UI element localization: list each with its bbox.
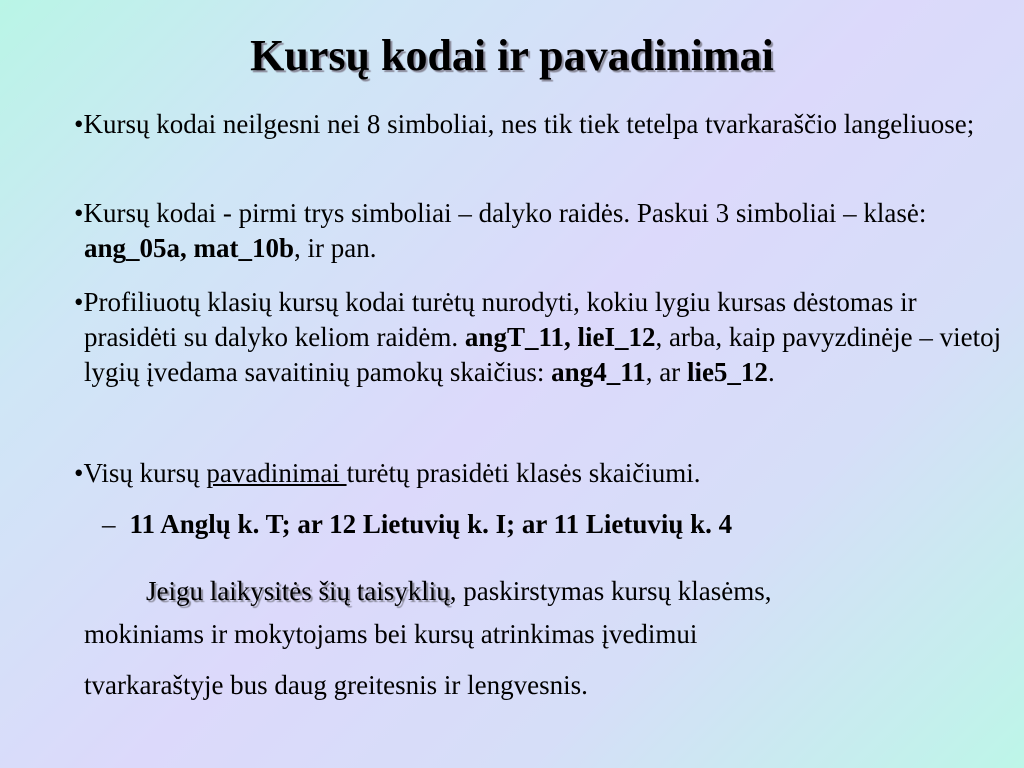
closing-line-3: tvarkaraštyje bus daug greitesnis ir lengvesnis.: [84, 670, 588, 700]
bullet-text: Kursų kodai - pirmi trys simboliai – dalyko raidės. Paskui 3 simboliai – klasė:: [83, 198, 927, 228]
bullet-marker: •: [74, 458, 84, 488]
code-example: ang_05a, mat_10b: [84, 233, 295, 263]
bullet-text: .: [767, 357, 775, 387]
bullet-marker: •: [74, 109, 84, 139]
code-example: ang4_11: [551, 357, 646, 387]
bullet-marker: •: [74, 287, 84, 317]
bullet-course-code-structure: [74, 196, 1004, 266]
code-example: angT_11, lieI_12: [464, 322, 656, 352]
bullet-text: Kursų kodai neilgesni nei 8 simboliai, nes tik tiek tetelpa tvarkaraščio langeliuose;: [83, 109, 975, 139]
bullet-marker: •: [74, 198, 84, 228]
sub-bullet-dash: –: [102, 509, 116, 539]
bullet-text: Visų kursų: [83, 458, 207, 488]
bullet-text: , arba, kaip pavyzdinėje – vietoj lygių įvedama savaitinių pamokų skaičius:: [84, 322, 1002, 387]
bullet-text: Profiliuotų klasių kursų kodai turėtų nurodyti, kokiu lygiu kursas dėstomas ir prasidėti su dalyko keliom raidėm.: [83, 287, 917, 352]
closing-line-2: mokiniams ir mokytojams bei kursų atrinkimas įvedimui: [84, 619, 698, 649]
bullet-text: turėtų prasidėti klasės skaičiumi.: [346, 458, 701, 488]
closing-line-1: [84, 574, 984, 609]
bullet-course-names: [74, 456, 1004, 491]
closing-emphasis: Jeigu laikysitės šių taisyklių: [146, 576, 450, 606]
bullet-text: , ar: [645, 357, 687, 387]
bullet-course-code-length: [74, 107, 1004, 142]
closing-text: , paskirstymas kursų klasėms,: [449, 576, 772, 606]
sub-bullet-name-examples: [102, 507, 1002, 542]
bullet-profiled-class-codes: [74, 285, 1004, 390]
slide-title: Kursų kodai ir pavadinimai: [250, 31, 774, 80]
code-example: lie5_12: [686, 357, 768, 387]
bullet-text: , ir pan.: [294, 233, 377, 263]
underlined-word: pavadinimai: [206, 458, 347, 488]
sub-bullet-text: 11 Anglų k. T; ar 12 Lietuvių k. I; ar 11 Lietuvių k. 4: [129, 509, 733, 539]
